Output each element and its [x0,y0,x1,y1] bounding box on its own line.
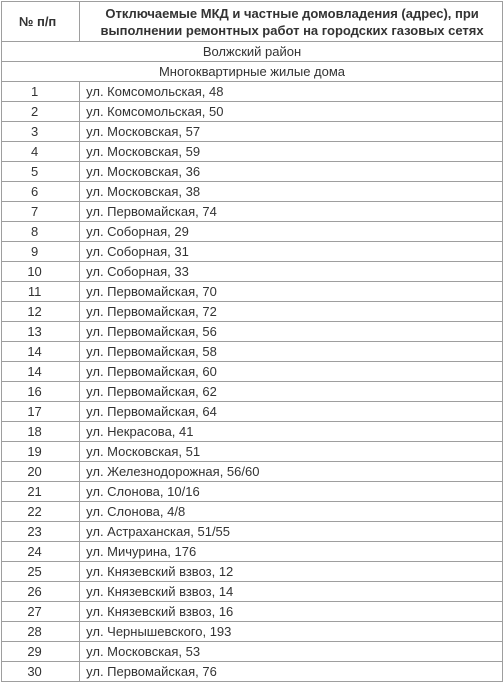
row-address: ул. Князевский взвоз, 16 [80,602,503,622]
row-address: ул. Слонова, 10/16 [80,482,503,502]
table-row [2,322,503,342]
address-table [1,1,503,682]
row-number: 24 [2,542,80,562]
table-row [2,102,503,122]
row-number: 4 [2,142,80,162]
table-row [2,282,503,302]
row-address: ул. Первомайская, 56 [80,322,503,342]
table-row [2,422,503,442]
category-label: Многоквартирные жилые дома [2,62,503,82]
district-row [2,42,503,62]
table-row [2,222,503,242]
table-row [2,562,503,582]
row-address: ул. Первомайская, 58 [80,342,503,362]
row-number: 17 [2,402,80,422]
row-address: ул. Князевский взвоз, 14 [80,582,503,602]
row-number: 23 [2,522,80,542]
row-address: ул. Первомайская, 64 [80,402,503,422]
row-address: ул. Первомайская, 76 [80,662,503,682]
header-address: Отключаемые МКД и частные домовладения (адрес), при выполнении ремонтных работ на городских газовых сетях [80,2,503,42]
row-address: ул. Соборная, 29 [80,222,503,242]
table-row [2,242,503,262]
row-number: 20 [2,462,80,482]
row-address: ул. Московская, 57 [80,122,503,142]
row-address: ул. Первомайская, 60 [80,362,503,382]
row-address: ул. Астраханская, 51/55 [80,522,503,542]
row-address: ул. Комсомольская, 50 [80,102,503,122]
table-row [2,482,503,502]
row-number: 6 [2,182,80,202]
table-row [2,82,503,102]
row-number: 13 [2,322,80,342]
row-address: ул. Слонова, 4/8 [80,502,503,522]
district-label: Волжский район [2,42,503,62]
row-number: 16 [2,382,80,402]
row-number: 5 [2,162,80,182]
row-number: 11 [2,282,80,302]
row-address: ул. Московская, 59 [80,142,503,162]
row-address: ул. Комсомольская, 48 [80,82,503,102]
row-address: ул. Московская, 51 [80,442,503,462]
row-number: 14 [2,342,80,362]
row-number: 7 [2,202,80,222]
row-address: ул. Первомайская, 70 [80,282,503,302]
category-row [2,62,503,82]
row-address: ул. Московская, 36 [80,162,503,182]
row-address: ул. Соборная, 33 [80,262,503,282]
table-row [2,142,503,162]
row-address: ул. Первомайская, 74 [80,202,503,222]
row-number: 29 [2,642,80,662]
row-address: ул. Некрасова, 41 [80,422,503,442]
row-number: 18 [2,422,80,442]
table-row [2,542,503,562]
table-row [2,342,503,362]
table-row [2,462,503,482]
table-row [2,402,503,422]
table-row [2,122,503,142]
row-number: 28 [2,622,80,642]
table-row [2,622,503,642]
row-address: ул. Соборная, 31 [80,242,503,262]
row-number: 19 [2,442,80,462]
table-row [2,602,503,622]
table-row [2,182,503,202]
table-row [2,302,503,322]
row-number: 14 [2,362,80,382]
row-number: 9 [2,242,80,262]
table-row [2,642,503,662]
table-row [2,162,503,182]
row-number: 12 [2,302,80,322]
table-header-row [2,2,503,42]
row-number: 1 [2,82,80,102]
row-number: 30 [2,662,80,682]
row-address: ул. Железнодорожная, 56/60 [80,462,503,482]
row-address: ул. Московская, 38 [80,182,503,202]
table-row [2,442,503,462]
row-number: 10 [2,262,80,282]
row-address: ул. Первомайская, 62 [80,382,503,402]
table-row [2,362,503,382]
row-number: 26 [2,582,80,602]
row-number: 21 [2,482,80,502]
table-row [2,502,503,522]
row-address: ул. Чернышевского, 193 [80,622,503,642]
row-address: ул. Первомайская, 72 [80,302,503,322]
table-row [2,262,503,282]
table-row [2,582,503,602]
row-address: ул. Мичурина, 176 [80,542,503,562]
row-number: 27 [2,602,80,622]
row-number: 2 [2,102,80,122]
row-number: 22 [2,502,80,522]
row-number: 3 [2,122,80,142]
table-row [2,662,503,682]
table-row [2,382,503,402]
row-number: 25 [2,562,80,582]
row-address: ул. Князевский взвоз, 12 [80,562,503,582]
table-row [2,202,503,222]
header-number: № п/п [2,2,80,42]
table-row [2,522,503,542]
row-number: 8 [2,222,80,242]
row-address: ул. Московская, 53 [80,642,503,662]
